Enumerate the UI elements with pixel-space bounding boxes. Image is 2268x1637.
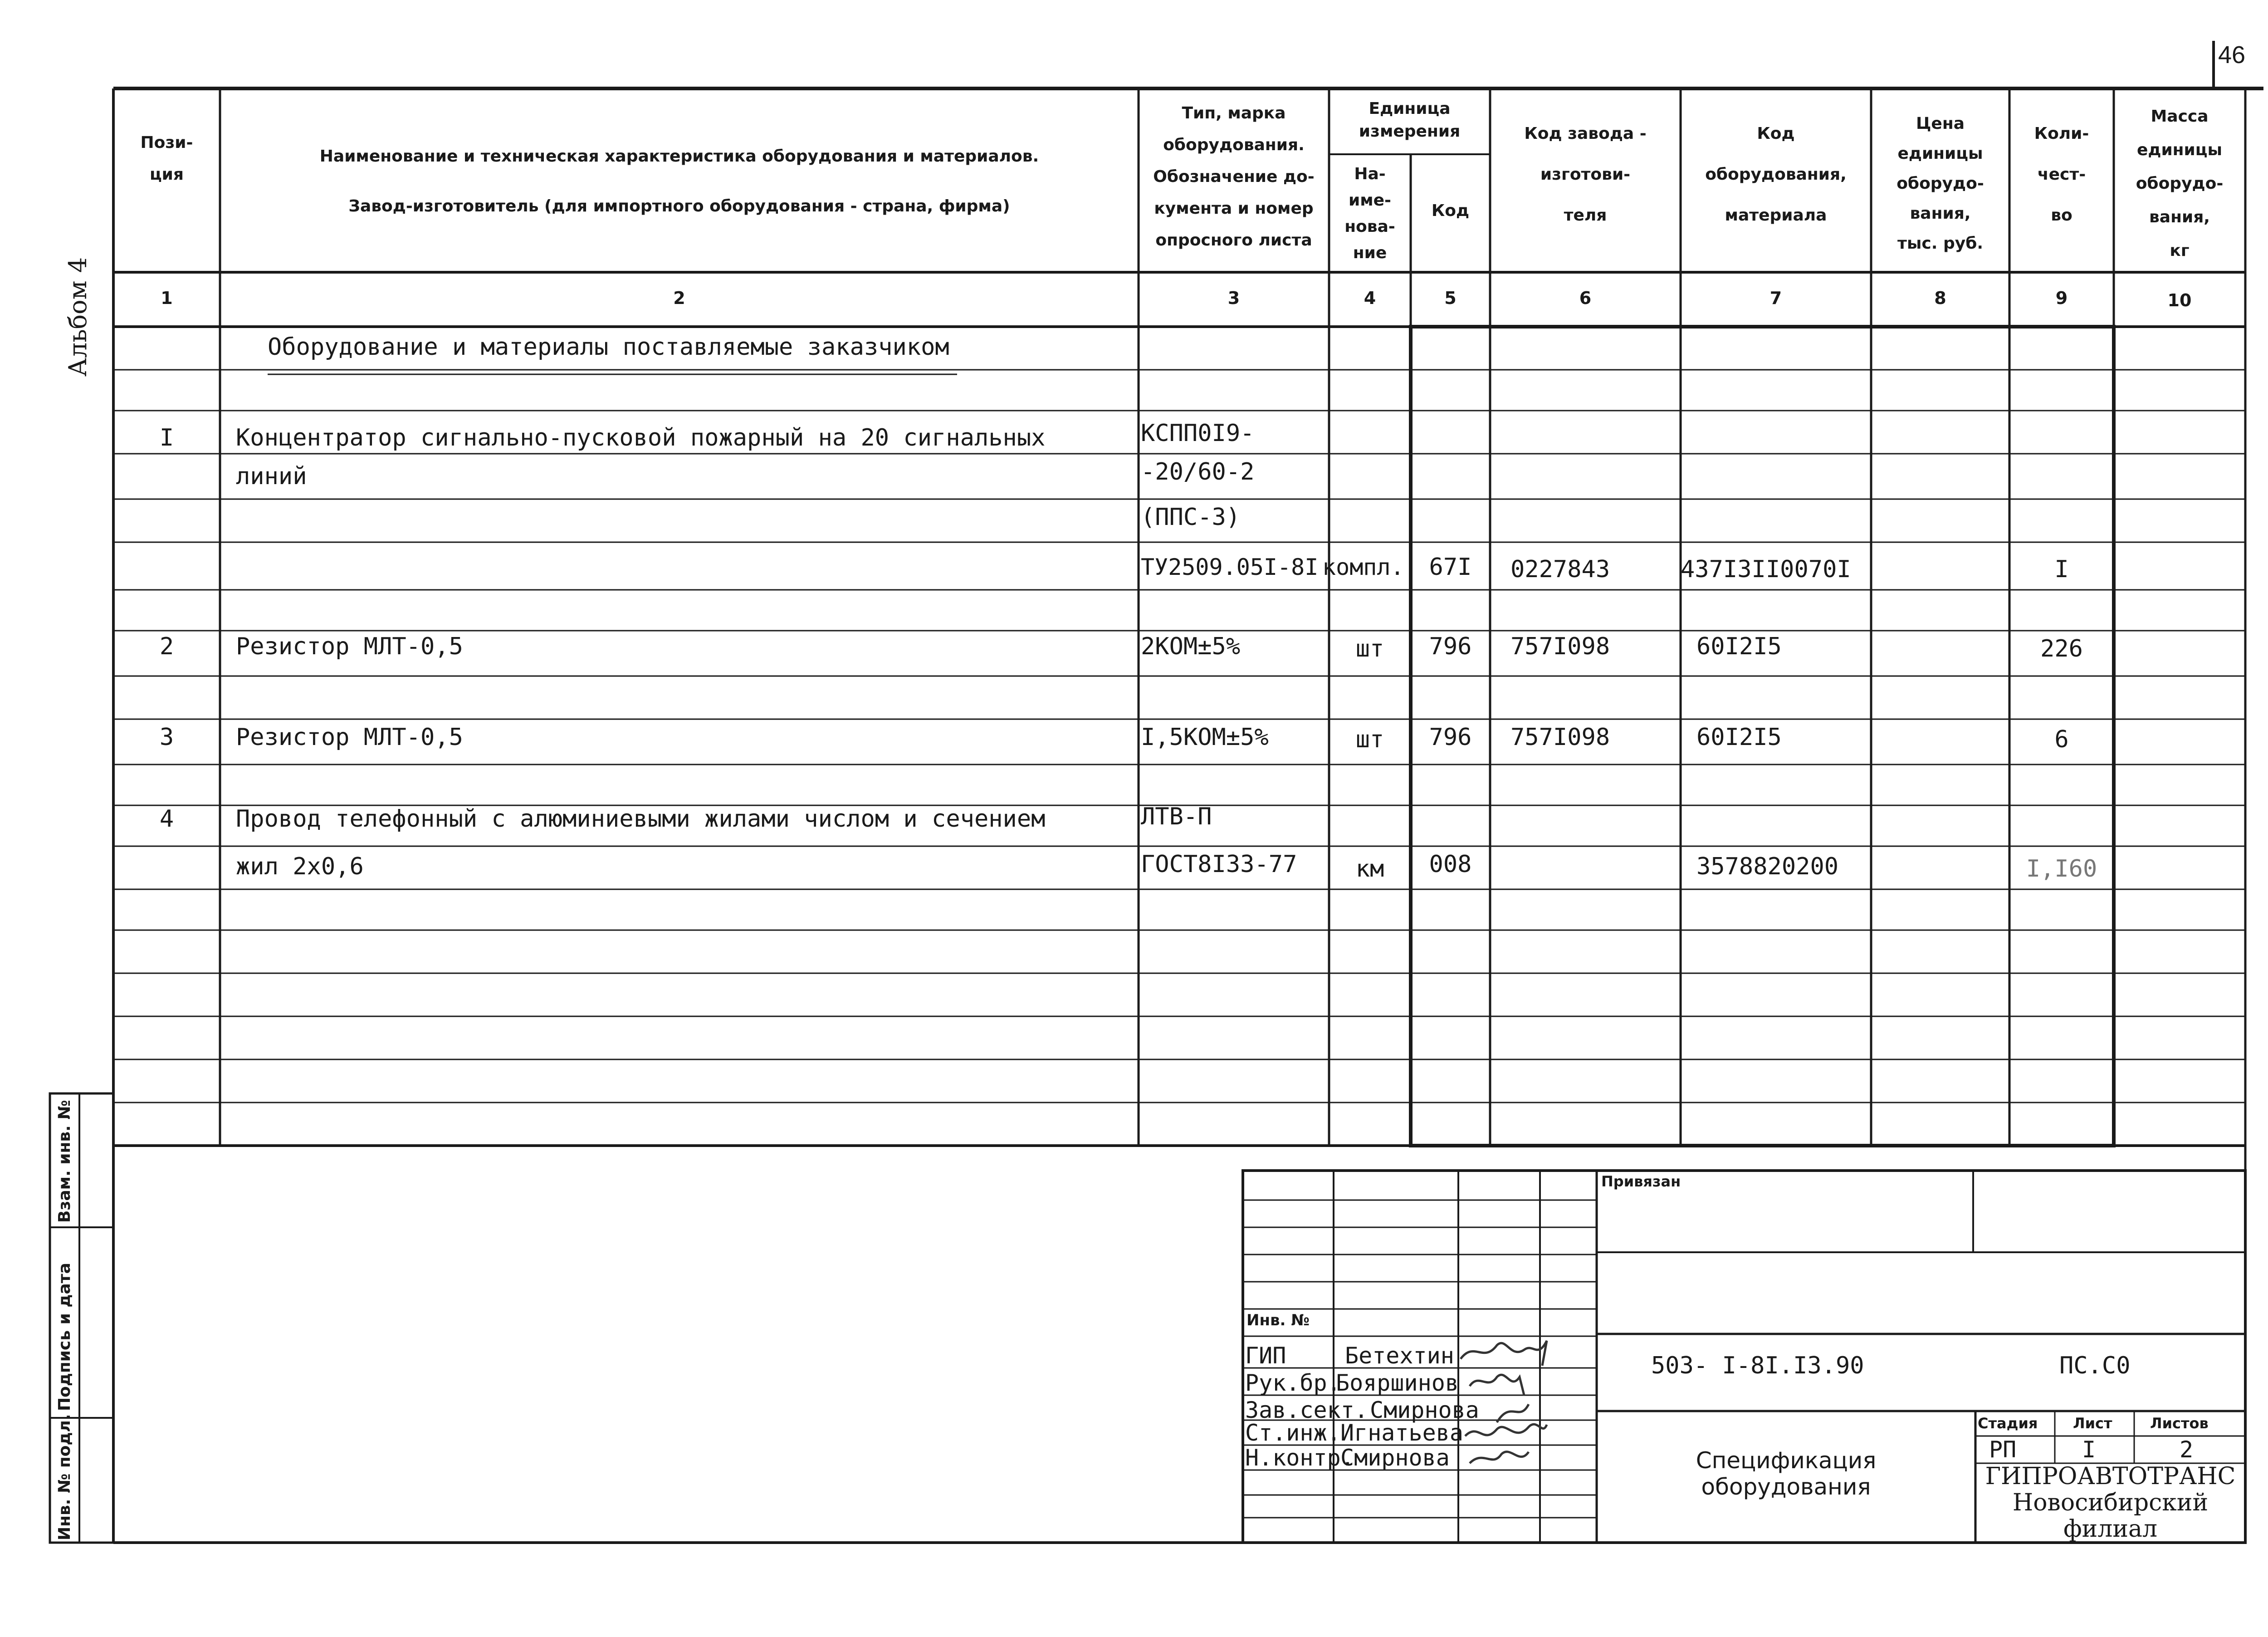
section-title: Оборудование и материалы поставляемые заказчиком bbox=[268, 333, 949, 361]
row-5-type: 2КОМ±5% bbox=[1141, 633, 1241, 660]
row-5-name: Резистор МЛТ-0,5 bbox=[236, 633, 463, 660]
row-6-position: 3 bbox=[159, 724, 174, 751]
header-price: Цена единицы оборудо- вания, тыс. руб. bbox=[1897, 114, 1984, 253]
row-5-position: 2 bbox=[159, 633, 174, 660]
organization-name: ГИПРОАВТОТРАНС Новосибирский филиал bbox=[1985, 1463, 2236, 1543]
row-6-unit-code: 796 bbox=[1429, 724, 1472, 751]
title-block-inv-no: Инв. № bbox=[1246, 1311, 1310, 1329]
row-1-position: I bbox=[159, 424, 174, 451]
col-number-8: 8 bbox=[1934, 288, 1946, 308]
staff-role-4: Ст.инж. bbox=[1245, 1420, 1341, 1446]
staff-role-1: ГИП bbox=[1245, 1343, 1286, 1369]
stamp-replace-inv: Взам. инв. № bbox=[55, 1100, 74, 1223]
col-number-5: 5 bbox=[1444, 288, 1457, 308]
sheets-value: 2 bbox=[2180, 1436, 2194, 1463]
row-2-type: -20/60-2 bbox=[1141, 458, 1255, 485]
staff-role-3: Зав.сект. bbox=[1245, 1397, 1368, 1423]
row-1-name: Концентратор сигнально-пусковой пожарный на 20 сигнальных bbox=[236, 424, 1046, 451]
stamp-signature-date: Подпись и дата bbox=[55, 1263, 74, 1411]
header-maker-code: Код завода - изготови- теля bbox=[1524, 124, 1647, 225]
row-4-unit-code: 67I bbox=[1429, 554, 1472, 581]
header-mass: Масса единицы оборудо- вания, кг bbox=[2136, 107, 2224, 260]
staff-name-2: Бояршинов bbox=[1336, 1370, 1459, 1396]
row-6-maker-code: 757I098 bbox=[1510, 724, 1610, 751]
doc-mark: ПС.С0 bbox=[2059, 1352, 2131, 1379]
row-8-unit: км bbox=[1355, 855, 1384, 882]
staff-name-1: Бетехтин bbox=[1345, 1343, 1454, 1369]
row-8-unit-code: 008 bbox=[1429, 851, 1472, 878]
row-5-maker-code: 757I098 bbox=[1510, 633, 1610, 660]
row-8-equipment-code: 3578820200 bbox=[1696, 853, 1839, 880]
album-label: Альбом 4 bbox=[64, 257, 92, 377]
stamp-inv-original: Инв. № подл. bbox=[55, 1414, 74, 1540]
row-6-equipment-code: 60I2I5 bbox=[1696, 724, 1782, 751]
staff-name-5: Смирнова bbox=[1340, 1445, 1450, 1471]
row-6-quantity: 6 bbox=[2054, 726, 2069, 753]
doc-code: 503- I-8I.I3.90 bbox=[1651, 1352, 1864, 1379]
handwritten-signatures bbox=[1456, 1332, 1560, 1477]
sheet-value: I bbox=[2082, 1436, 2096, 1463]
col-number-2: 2 bbox=[673, 288, 685, 308]
stage-label: Стадия bbox=[1978, 1415, 2038, 1432]
row-6-name: Резистор МЛТ-0,5 bbox=[236, 724, 463, 751]
header-unit-name: На- име- нова- ние bbox=[1344, 165, 1395, 262]
row-5-quantity: 226 bbox=[2040, 635, 2083, 662]
staff-role-5: Н.контр. bbox=[1245, 1445, 1354, 1471]
col-number-9: 9 bbox=[2055, 288, 2068, 308]
col-number-7: 7 bbox=[1769, 288, 1782, 308]
header-name: Наименование и техническая характеристика оборудования и материалов. Завод-изготовитель (для импортного оборудования - страна, фирма) bbox=[319, 147, 1039, 216]
col-number-1: 1 bbox=[161, 288, 173, 308]
row-6-unit: шт bbox=[1355, 726, 1384, 753]
header-position: Пози- ция bbox=[140, 133, 193, 184]
row-3-type: (ППС-3) bbox=[1141, 504, 1241, 531]
row-7-position: 4 bbox=[159, 805, 174, 833]
row-7-name: Провод телефонный с алюминиевыми жилами числом и сечением bbox=[236, 805, 1046, 833]
header-unit-code: Код bbox=[1431, 201, 1470, 220]
col-number-4: 4 bbox=[1364, 288, 1376, 308]
row-8-quantity: I,I60 bbox=[2026, 855, 2097, 882]
row-4-type: ТУ2509.05I-8I bbox=[1141, 554, 1319, 580]
row-6-type: I,5КОМ±5% bbox=[1141, 724, 1269, 751]
stage-value: РП bbox=[1989, 1436, 2017, 1463]
staff-role-2: Рук.бр. bbox=[1245, 1370, 1341, 1396]
row-7-type: ЛТВ-П bbox=[1141, 803, 1212, 830]
row-8-type: ГОСТ8I33-77 bbox=[1141, 851, 1297, 878]
row-1-type: КСПП0I9- bbox=[1141, 420, 1255, 447]
header-type: Тип, марка оборудования. Обозначение до- кумента и номер опросного листа bbox=[1153, 104, 1315, 250]
sheet-label: Лист bbox=[2073, 1415, 2112, 1432]
row-2-name: линий bbox=[236, 463, 307, 490]
row-4-equipment-code: 437I3II0070I bbox=[1681, 556, 1851, 583]
row-5-unit-code: 796 bbox=[1429, 633, 1472, 660]
row-4-unit: компл. bbox=[1322, 554, 1404, 580]
sheets-label: Листов bbox=[2150, 1415, 2209, 1432]
header-equipment-code: Код оборудования, материала bbox=[1705, 124, 1847, 225]
page-number: 46 bbox=[2218, 41, 2246, 69]
doc-title: Спецификация оборудования bbox=[1696, 1447, 1877, 1500]
col-number-3: 3 bbox=[1227, 288, 1240, 308]
col-number-6: 6 bbox=[1579, 288, 1592, 308]
staff-name-4: Игнатьева bbox=[1340, 1420, 1463, 1446]
title-block-privyazan: Привязан bbox=[1601, 1173, 1681, 1190]
row-5-equipment-code: 60I2I5 bbox=[1696, 633, 1782, 660]
staff-name-3: Смирнова bbox=[1370, 1397, 1479, 1423]
row-5-unit: шт bbox=[1355, 635, 1384, 662]
header-quantity: Коли- чест- во bbox=[2034, 124, 2089, 225]
row-4-quantity: I bbox=[2054, 556, 2069, 583]
header-unit: Единица измерения bbox=[1359, 99, 1461, 141]
row-4-maker-code: 0227843 bbox=[1510, 556, 1610, 583]
col-number-10: 10 bbox=[2167, 290, 2192, 310]
row-8-name: жил 2х0,6 bbox=[236, 853, 364, 880]
